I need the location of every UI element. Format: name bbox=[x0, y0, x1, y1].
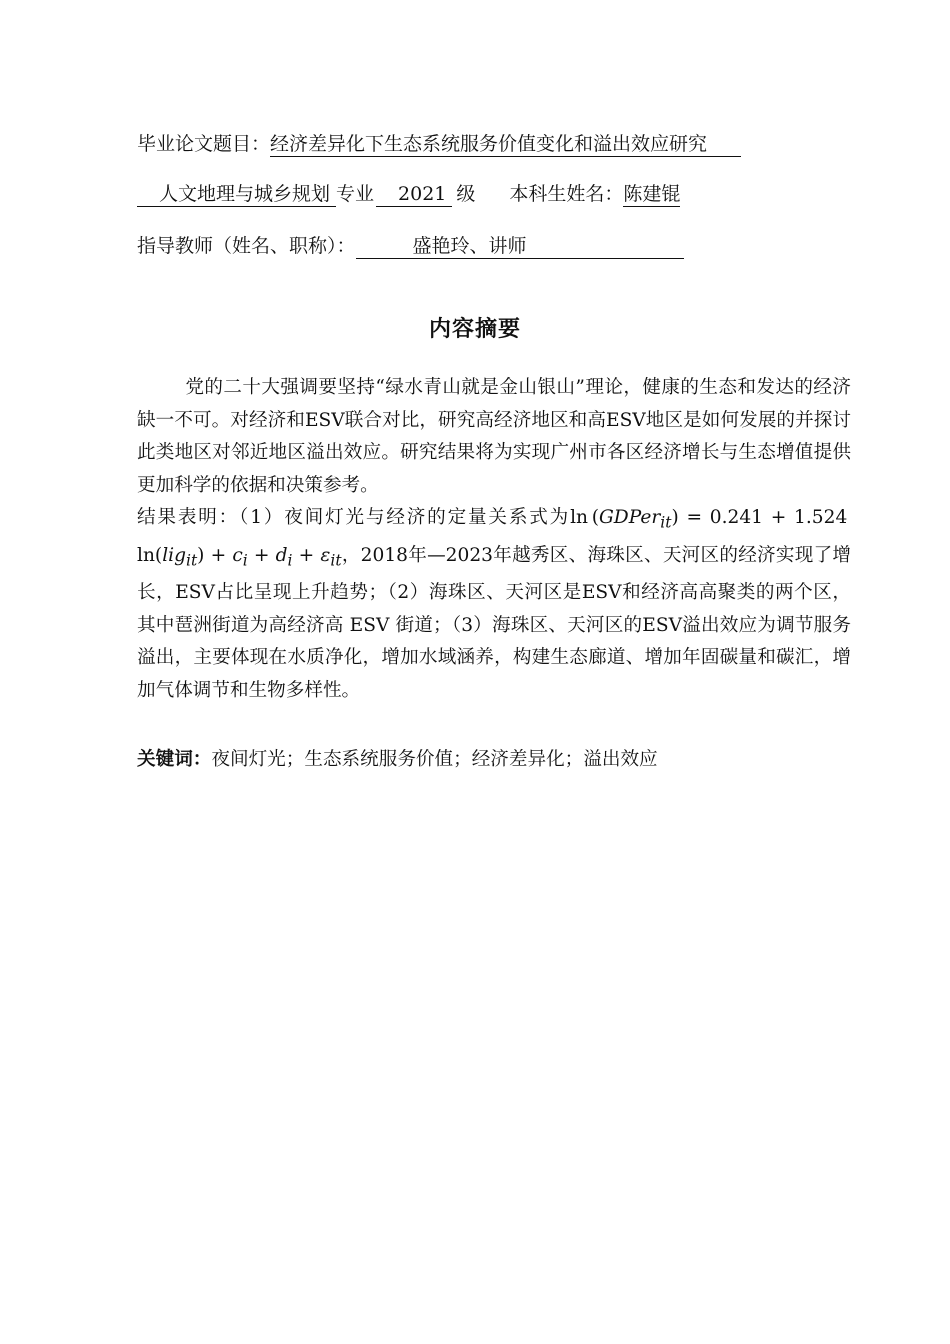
keywords-line bbox=[137, 744, 658, 776]
abstract-intro-paragraph: 党的二十大强调要坚持“绿水青山就是金山银山”理论，健康的生态和发达的经济缺一不可。对经济和ESV联合对比，研究高经济地区和高ESV地区是如何发展的并探讨此类地区对邻近地区溢出效应。研究结果将为实现广州市各区经济增长与生态增值提供更加科学的依据和决策参考。 bbox=[137, 377, 851, 496]
formula: ln (GDPer$_{it}$) = 0.241 + 1.524 $\ln(lig_{it}) + c_i + d_i + \varepsilon_{it}$ bbox=[137, 507, 851, 570]
major-label: 专业 bbox=[336, 183, 375, 205]
results-rest-text: ，2018年—2023年越秀区、海珠区、天河区的经济实现了增长，ESV占比呈现上升趋势；（2）海珠区、天河区是ESV和经济高高聚类的两个区，其中琶洲街道为高经济高 ESV 街道；（3）海珠区、天河区的ESV溢出效应为调节服务溢出，主要体现在水质净化，增加水域涵养，构建生态廊道、增加年固碳量和碳汇，增加气体调节和生物多样性。 bbox=[137, 544, 852, 701]
advisor-value: 盛艳玲、讲师 bbox=[356, 234, 684, 259]
major-line bbox=[137, 181, 680, 207]
thesis-title-label: 毕业论文题目： bbox=[137, 133, 271, 155]
year-label: 级 bbox=[456, 183, 476, 205]
student-name: 陈建锟 bbox=[623, 183, 681, 205]
year-value: 2021 bbox=[376, 182, 452, 207]
results-lead-text: 结果表明：（1）夜间灯光与经济的定量关系式为 bbox=[137, 507, 571, 529]
major-value: 人文地理与城乡规划 bbox=[137, 182, 336, 207]
student-label: 本科生姓名： bbox=[509, 183, 624, 205]
advisor-line bbox=[137, 233, 684, 259]
keywords-value: 夜间灯光；生态系统服务价值；经济差异化；溢出效应 bbox=[211, 749, 658, 770]
abstract-heading: 内容摘要 bbox=[428, 317, 521, 342]
abstract-body bbox=[137, 372, 851, 707]
thesis-title-line bbox=[137, 131, 741, 157]
advisor-label: 指导教师（姓名、职称）： bbox=[137, 235, 356, 257]
abstract-results-paragraph bbox=[137, 502, 851, 707]
keywords-label: 关键词： bbox=[137, 749, 212, 770]
thesis-title-value: 经济差异化下生态系统服务价值变化和溢出效应研究 bbox=[270, 132, 741, 157]
